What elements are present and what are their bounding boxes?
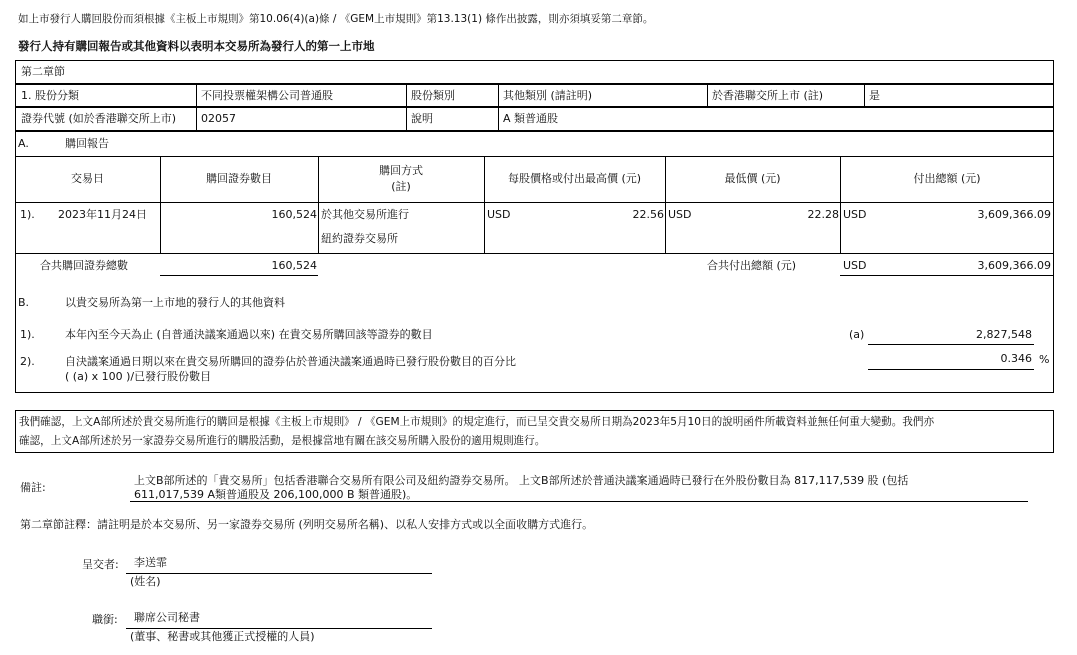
section2-box (15, 60, 1054, 84)
share-class-value: 不同投票權架構公司普通股 (201, 89, 333, 102)
header-total: 付出總額 (元) (913, 172, 981, 185)
part-a-title: 購回報告 (65, 137, 109, 150)
total-paid-label: 合共付出總額 (元) (707, 259, 797, 272)
submitter-label: 呈交者: (82, 558, 119, 571)
total-paid-value: 3,609,366.09 (977, 259, 1051, 272)
header-highest: 每股價格或付出最高價 (元) (507, 172, 642, 185)
item1-index: 1). (20, 328, 35, 341)
row-exchange: 紐約證券交易所 (321, 232, 398, 245)
row-low-currency: USD (668, 208, 692, 221)
part-b-letter: B. (18, 296, 30, 309)
total-shares-value: 160,524 (271, 259, 317, 272)
row-date: 2023年11月24日 (58, 208, 147, 221)
row-method: 於其他交易所進行 (321, 208, 409, 221)
header-method-note: (註) (391, 180, 411, 193)
section2-title: 第二章節 (21, 65, 65, 78)
row-high-currency: USD (487, 208, 511, 221)
header-title: 發行人持有購回報告或其他資料以表明本交易所為發行人的第一上市地 (18, 39, 375, 53)
item2-index: 2). (20, 355, 35, 368)
remarks-line1: 上文B部所述的「貴交易所」包括香港聯合交易所有限公司及紐約證券交易所。 上文B部所述於普通決議案通過時已發行在外股份數目為 817,117,539 股 (包括 (134, 474, 909, 487)
row-low-value: 22.28 (807, 208, 839, 221)
share-type-value: 其他類別 (請註明) (503, 89, 593, 102)
confirmation-line1: 我們確認，上文A部所述於貴交易所進行的購回是根據《主板上市規則》 / 《GEM上市規則》的規定進行，而已呈交貴交易所日期為2023年5月10日的說明函件所載資料並無任何重大變動。我們亦 (19, 416, 935, 428)
listed-value: 是 (869, 89, 880, 102)
item1-value: 2,827,548 (976, 328, 1032, 341)
item1-text: 本年內至今天為止 (自普通決議案通過以來) 在貴交易所購回該等證券的數目 (65, 328, 433, 341)
header-lowest: 最低價 (元) (724, 172, 781, 185)
item2-text: 自決議案通過日期以來在貴交易所購回的證券佔於普通決議案通過時已發行股份數目的百分比 (65, 355, 516, 368)
stock-code-value: 02057 (201, 112, 236, 125)
stock-code-label: 證券代號 (如於香港聯交所上市) (21, 112, 177, 125)
item1-mark: (a) (849, 328, 865, 341)
remarks-line2: 611,017,539 A類普通股及 206,100,000 B 類普通股)。 (134, 488, 418, 501)
remarks-label: 備註: (20, 481, 46, 494)
item2-value: 0.346 (1000, 352, 1032, 365)
total-shares-label: 合共購回證券總數 (40, 259, 128, 272)
submitter-title-caption: (董事、秘書或其他獲正式授權的人員) (130, 630, 315, 643)
part-a-letter: A. (18, 137, 29, 150)
title-label: 職銜: (92, 613, 118, 626)
row-number: 160,524 (271, 208, 317, 221)
submitter-title: 聯席公司秘書 (134, 611, 200, 624)
part-b-title: 以貴交易所為第一上市地的發行人的其他資料 (65, 296, 285, 309)
header-date: 交易日 (71, 172, 104, 185)
row-high-value: 22.56 (632, 208, 664, 221)
total-paid-currency: USD (843, 259, 867, 272)
row-index: 1). (20, 208, 35, 221)
submitter-name: 李送霏 (134, 556, 167, 569)
item2-unit: % (1039, 353, 1050, 366)
header-note: 如上市發行人購回股份而須根據《主板上市規則》第10.06(4)(a)條 / 《GEM上市規則》第13.13(1) 條作出披露，則亦須填妥第二章節。 (18, 13, 654, 25)
description-value: A 類普通股 (503, 112, 559, 125)
header-method: 購回方式 (379, 164, 423, 177)
listed-label: 於香港聯交所上市 (註) (712, 89, 824, 102)
description-label: 說明 (411, 112, 433, 125)
section2-note: 第二章節註釋：請註明是於本交易所、另一家證券交易所 (列明交易所名稱)、以私人安排方式或以全面收購方式進行。 (20, 518, 594, 531)
share-type-label: 股份類別 (411, 89, 455, 102)
item2-formula: ( (a) x 100 )/已發行股份數目 (65, 370, 212, 383)
buyback-table (15, 156, 1054, 254)
row-total-value: 3,609,366.09 (977, 208, 1051, 221)
share-class-label: 1. 股份分類 (21, 89, 79, 102)
confirmation-line2: 確認，上文A部所述於另一家證券交易所進行的購股活動，是根據當地有關在該交易所購入股份的適用規則進行。 (19, 435, 546, 447)
submitter-name-caption: (姓名) (130, 575, 161, 588)
header-number: 購回證券數目 (206, 172, 272, 185)
row-total-currency: USD (843, 208, 867, 221)
